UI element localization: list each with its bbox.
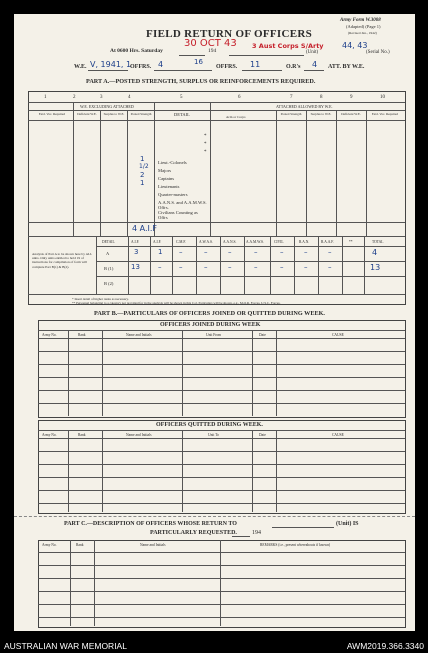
joined-col-date: Date — [259, 333, 266, 337]
we-value: V, 1941, 1 — [90, 60, 132, 69]
sum-h-detail: DETAIL — [102, 240, 115, 244]
quitted-col-date: Date — [259, 433, 266, 437]
part-c-col-armyno: Army No. — [42, 543, 57, 547]
joined-col-name: Name and Initials — [126, 333, 152, 337]
sum-row-a-label: A — [106, 251, 110, 256]
joined-col-rank: Rank — [78, 333, 86, 337]
footnote-1: * Insert detail of higher ranks as necessary. — [72, 297, 129, 301]
rank-value-1: 1 — [140, 155, 145, 163]
we-label: W.E. — [74, 64, 87, 70]
part-a-title: PART A.—POSTED STRENGTH, SURPLUS OR REINFORCEMENTS REQUIRED. — [86, 78, 316, 85]
rank-civilians: Civilians Counting as Offrs — [158, 210, 198, 220]
sum-row-b2-label: B (2) — [104, 281, 114, 286]
quitted-table — [38, 420, 406, 514]
offrs2-label: OFFRS. — [216, 64, 238, 70]
part-c-col-remarks: REMARKS (i.e., present whereabouts if known) — [260, 543, 331, 547]
quitted-title: OFFICERS QUITTED DURING WEEK. — [156, 422, 263, 428]
offrs-label: OFFRS. — [130, 64, 152, 70]
rank-value-2: 1/2 — [139, 163, 149, 170]
col-posted: Posted Strength — [130, 112, 152, 116]
col-r-estd: Estd. Vac. Required — [371, 112, 399, 116]
header-date-stamp: 30 OCT 43 — [184, 38, 237, 49]
form-sheet: Army Form W.3008 (Adapted) (Page 1) (Revised Jan., 1942) FIELD RETURN OF OFFICERS At 0600 Hrs. Saturday 30 OCT 43 194 3 Aust Corps S/Arty (Unit) 44, 43 (Serial No.) W.E. V, 1941, 1 OFFRS. 4 16 OFFRS. 11 O.R's 4 ATT. BY W.E. PART A.—POSTED STRENGTH, SURPLUS OR REINFORCEMENTS REQUIRED. 1 2 3 4 5 6 7 8 9 10 W.E. EXCLUDING ATTACHED ATTACHED ALLOWED BY W.E. DETAIL Estd. Vac. Required Deficient W.E. Surplus to W.E. Posted Strength Arm or Corps Posted Strength Surplus to W.E. Deficient W.E. Estd. Vac. Required * * * Lieut.-Colonels Majors Captains Lieutenants Quarter-masters A.A.N.S. and A.A.M.W.S. Offrs. Civilians Counting as Offrs 1 1/2 2 1 4 A.I.F Analysis of Part A to be shown here by ALL units. Only units entitled to hold 19 of instructions for compilation of form will complete Part B(1) & B(2). DETAIL A.I.F. A.I.F. C.M.F. A.W.A.S. A.A.N.S. A.A.M.W.S. CIVIL R.A.N. R.A.A.F. ** TOTAL A 3 1 – – – – – – – 4 B (1) 13 – – – – – – – – 13 B (2) * Insert detail of higher ranks as necessary. ** Personnel belonging to a category not provided for in the analysis will be shown in this Col. Particulars will be shown, e.g., M.O.R. Forces, U.S.C. Forces. PART B.—PARTICULARS OF OFFICERS JOINED OR QUITTED DURING WEEK. OFFICERS JOINED DURING WEEK Army No. Rank Name and Initials Unit From Date CAUSE OFFICERS QUITTED DURING WEEK. Army No. Rank Name and Initials Unit To Date CAUSE PART C.—DESCRIPTION OF OFFICERS WHOSE RETURN TO (Unit) IS PARTICULARLY REQUESTED. 194 Army No. Rank Name and Initials REMARKS (i.e., present whereabouts if known) — [14, 14, 415, 631]
offrs-superscript: 16 — [194, 58, 203, 66]
sum-h-aif1: A.I.F. — [131, 240, 140, 244]
fold-line — [14, 516, 415, 517]
rank-qm: Quarter-masters — [158, 192, 188, 197]
form-ref-line2: (Adapted) (Page 1) — [346, 24, 381, 29]
form-ref-line3: (Revised Jan., 1942) — [348, 31, 377, 35]
form-title: FIELD RETURN OF OFFICERS — [146, 28, 313, 40]
group-left-heading: W.E. EXCLUDING ATTACHED — [80, 104, 134, 109]
col-num-10: 10 — [380, 95, 385, 100]
quitted-col-rank: Rank — [78, 433, 86, 437]
sum-h-cmf: C.M.F. — [176, 240, 186, 244]
sum-h-raaf: R.A.A.F. — [321, 240, 334, 244]
footer-right-text: AWM2019.366.3340 — [346, 641, 424, 651]
col-r-deficient: Deficient W.E. — [341, 112, 361, 116]
joined-title: OFFICERS JOINED DURING WEEK — [160, 322, 261, 328]
part-c-title-2: PARTICULARLY REQUESTED. — [150, 530, 237, 536]
sum-h-aamws: A.A.M.W.S. — [246, 240, 264, 244]
joined-col-unit-from: Unit From — [206, 333, 222, 337]
col-num-7: 7 — [290, 95, 293, 100]
part-c-unit-label: (Unit) IS — [336, 521, 359, 527]
col-r-posted: Posted Strength — [280, 112, 302, 116]
part-a-table — [28, 91, 406, 305]
group-right-heading: ATTACHED ALLOWED BY W.E. — [276, 104, 333, 109]
col-num-8: 8 — [320, 95, 323, 100]
sum-h-civil: CIVIL — [274, 240, 284, 244]
col-estd-vac: Estd. Vac. Required — [38, 112, 66, 116]
quitted-col-unit-to: Unit To — [208, 433, 219, 437]
col-surplus: Surplus to W.E. — [103, 112, 125, 116]
col-num-4: 4 — [128, 95, 131, 100]
sum-h-ran: R.A.N. — [299, 240, 310, 244]
footer-bar — [0, 638, 428, 653]
sum-h-aans: A.A.N.S. — [223, 240, 237, 244]
header-year: 194 — [208, 48, 217, 54]
col-num-6: 6 — [238, 95, 241, 100]
col-num-2: 2 — [73, 95, 76, 100]
sum-h-aif2: A.I.F. — [153, 240, 162, 244]
sum-row-a-aif1: 3 — [134, 248, 139, 256]
handwritten-total: 4 A.I.F — [132, 224, 158, 233]
part-c-date: 194 — [252, 530, 261, 536]
quitted-col-armyno: Army No. — [42, 433, 57, 437]
header-serial-value: 44, 43 — [342, 41, 368, 50]
footnote-2: ** Personnel belonging to a category not provided for in the analysis will be shown in this Col. Particulars will be shown, e.g., M.O.R. Forces, U.S.C. Forces. — [72, 301, 281, 305]
offrs-value: 4 — [158, 60, 164, 69]
rank-value-3: 2 — [140, 171, 145, 179]
sum-row-b1-label: B (1) — [104, 266, 114, 271]
part-c-col-rank: Rank — [76, 543, 84, 547]
header-serial-label: (Serial No.) — [366, 50, 390, 55]
offrs2-value: 11 — [250, 60, 261, 69]
sum-row-b1-aif1: 13 — [131, 263, 140, 271]
joined-col-cause: CAUSE — [332, 333, 344, 337]
sum-h-awas: A.W.A.S. — [199, 240, 213, 244]
att-label: ATT. BY W.E. — [328, 64, 365, 70]
ors-value: 4 — [312, 60, 318, 69]
part-b-title: PART B.—PARTICULARS OF OFFICERS JOINED OR QUITTED DURING WEEK. — [94, 310, 325, 317]
rank-lt-col: Lieut.-Colonels — [158, 160, 187, 165]
form-ref-line1: Army Form W.3008 — [340, 18, 381, 23]
rank-value-4: 1 — [140, 179, 145, 187]
sum-h-total: TOTAL — [372, 240, 384, 244]
header-unit-label: (Unit) — [306, 50, 319, 55]
summary-note: Analysis of Part A to be shown here by ALL units. Only units entitled to hold 19 of instructions for compilation of form will complete Part B(1) & B(2). — [32, 252, 93, 269]
quitted-col-cause: CAUSE — [332, 433, 344, 437]
header-unit-stamp: 3 Aust Corps S/Arty — [252, 42, 324, 50]
col-num-5: 5 — [180, 95, 183, 100]
part-c-title-1: PART C.—DESCRIPTION OF OFFICERS WHOSE RETURN TO — [64, 521, 237, 527]
sum-row-b1-total: 13 — [370, 263, 381, 272]
col-num-1: 1 — [44, 95, 47, 100]
col-num-9: 9 — [350, 95, 353, 100]
rank-captains: Captains — [158, 176, 175, 181]
detail-heading: DETAIL — [174, 112, 190, 117]
sum-row-a-total: 4 — [372, 248, 378, 257]
col-deficient: Deficient W.E. — [77, 112, 97, 116]
joined-col-armyno: Army No. — [42, 333, 57, 337]
ors-label: O.R's — [286, 64, 301, 70]
sum-h-other: ** — [349, 240, 353, 244]
col-arm-corps: Arm or Corps — [226, 115, 246, 119]
rank-aans: A.A.N.S. and A.A.M.W.S. Offrs. — [158, 200, 207, 210]
sum-row-a-aif2: 1 — [158, 248, 163, 256]
header-at-label: At 0600 Hrs. Saturday — [110, 48, 163, 54]
rank-lieutenants: Lieutenants — [158, 184, 180, 189]
col-num-3: 3 — [100, 95, 103, 100]
footer-left-text: AUSTRALIAN WAR MEMORIAL — [4, 641, 127, 651]
col-r-surplus: Surplus to W.E. — [310, 112, 332, 116]
part-c-col-name: Name and Initials — [140, 543, 166, 547]
quitted-col-name: Name and Initials — [126, 433, 152, 437]
rank-majors: Majors — [158, 168, 172, 173]
